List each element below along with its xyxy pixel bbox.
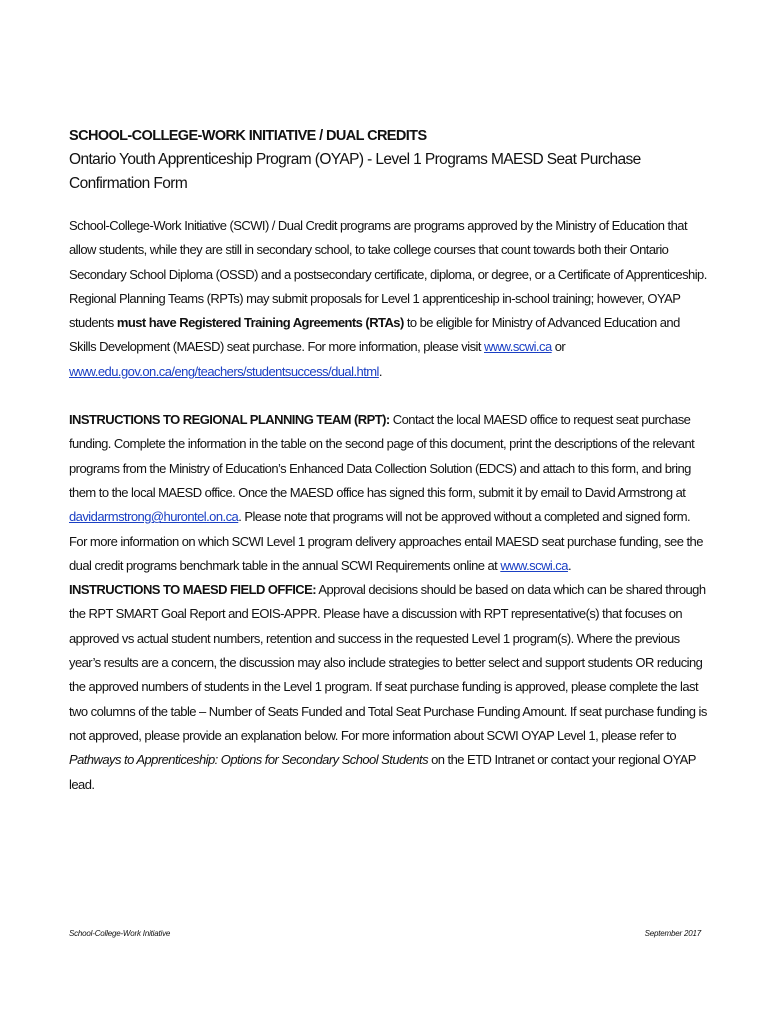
document-title: SCHOOL-COLLEGE-WORK INITIATIVE / DUAL CREDITS — [69, 128, 427, 144]
maesd-text-a: Approval decisions should be based on data which can be shared through the RPT SMART Goal Report and EOIS-APPR. Please have a discussion with RPT representative(s) that focuses on approved vs actual student numbers, retention and success in the requested Level 1 program(s). Where the previous year’s results are a concern, the discussion may also include strategies to better select and support students OR reducing the approved numbers of students in the Level 1 program. If seat purchase funding is approved, please complete the last two columns of the table – Number of Seats Funded and Total Seat Purchase Funding Amount. If seat purchase funding is not approved, please provide an explanation below. For more information about SCWI OYAP Level 1, please refer to — [69, 582, 707, 743]
rpt-instructions-heading: INSTRUCTIONS TO REGIONAL PLANNING TEAM (RPT): — [69, 412, 390, 428]
intro-text-c: or — [551, 339, 566, 355]
intro-text-a: School-College-Work Initiative (SCWI) / Dual Credit programs are programs approved by the Ministry of Education that allow students, while they are still in secondary school, to take college courses that count towards both their Ontario Secondary School Diploma (OSSD) and a postsecondary certificate, diploma, or degree, or a Certificate of Apprenticeship. Regional Planning Teams (RPTs) may submit proposals for Level 1 apprenticeship in-school training; however, OYAP students — [69, 218, 707, 331]
rpt-text-a: Contact the local MAESD office to request seat purchase funding. Complete the information in the table on the second page of this document, print the descriptions of the relevant programs from the Ministry of Education’s Enhanced Data Collection Solution (EDCS) and attach to this form, and bring them to the local MAESD office. Once the MAESD office has signed this form, submit it by email to David Armstrong at — [69, 412, 695, 500]
scwi-link-2[interactable]: www.scwi.ca — [500, 557, 568, 573]
email-link[interactable]: davidarmstrong@hurontel.on.ca — [69, 509, 239, 525]
footer-left: School-College-Work Initiative — [69, 929, 171, 938]
footer-date: September 2017 — [644, 929, 701, 938]
maesd-instructions-paragraph — [69, 578, 709, 797]
scwi-link[interactable]: www.scwi.ca — [484, 339, 552, 355]
document-subtitle: Ontario Youth Apprenticeship Program (OYAP) - Level 1 Programs MAESD Seat Purchase Confirmation Form — [69, 151, 641, 192]
intro-bold-text: must have Registered Training Agreements (RTAs) — [116, 315, 404, 331]
edu-gov-link[interactable]: www.edu.gov.on.ca/eng/teachers/studentsuccess/dual.html — [69, 363, 379, 379]
rpt-instructions-paragraph — [69, 408, 709, 578]
pathways-reference: Pathways to Apprenticeship: Options for Secondary School Students — [69, 752, 429, 768]
maesd-text-b: on the ETD Intranet or contact your regional OYAP lead. — [69, 752, 696, 792]
intro-paragraph — [69, 214, 709, 384]
rpt-text-c: . — [567, 557, 572, 573]
spacer — [69, 384, 709, 408]
maesd-instructions-heading: INSTRUCTIONS TO MAESD FIELD OFFICE: — [69, 582, 317, 598]
intro-text-b: to be eligible for Ministry of Advanced Education and Skills Development (MAESD) seat purchase. For more information, please visit — [69, 315, 680, 355]
rpt-text-b: . Please note that programs will not be approved without a completed and signed form. For more information on which SCWI Level 1 program delivery approaches entail MAESD seat purchase funding, see the dual credit programs benchmark table in the annual SCWI Requirements online at — [69, 509, 703, 573]
document-body — [69, 124, 709, 797]
intro-text-d: . — [378, 363, 382, 379]
